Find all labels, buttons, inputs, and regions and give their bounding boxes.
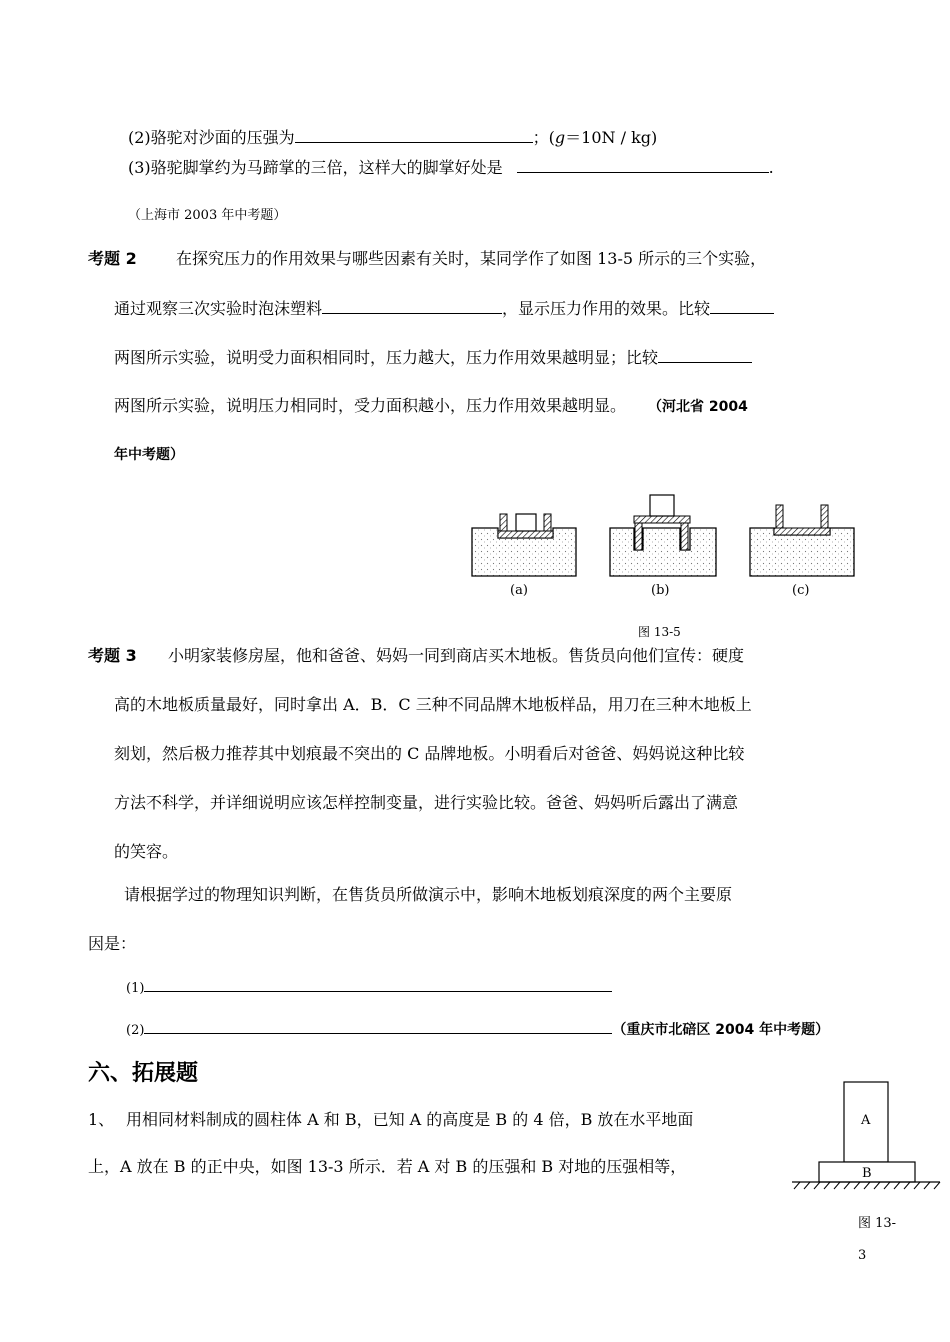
figure-label-a: (a) (510, 583, 528, 598)
figure-13-3 (790, 1078, 942, 1196)
q1-source: （上海市 2003 年中考题） (128, 208, 287, 223)
q1-line3 (128, 157, 774, 178)
q1-answer-blank-2[interactable] (295, 127, 533, 143)
figure-13-3-caption-b: 3 (858, 1248, 867, 1263)
cylinder-a-label: A (861, 1113, 871, 1128)
q3-answer-blank-2[interactable] (144, 1018, 612, 1034)
q3-text-line-1: 小明家装修房屋，他和爸爸、妈妈一同到商店买木地板。售货员向他们宣传：硬度 (168, 646, 745, 665)
q2-label: 考题 2 (88, 249, 137, 268)
q3-prompt-a: 请根据学过的物理知识判断，在售货员所做演示中，影响木地板划痕深度的两个主要原 (124, 885, 733, 904)
cylinder-b-label: B (862, 1166, 872, 1181)
q3-answer-blank-1[interactable] (144, 976, 612, 992)
q2-line2-a: 通过观察三次实验时泡沫塑料 (114, 299, 323, 318)
s6-line1 (88, 1110, 693, 1130)
q2-line2-b: ，显示压力作用的效果。比较 (502, 299, 711, 318)
figure-13-3-caption-a: 图 13- (858, 1216, 897, 1231)
figure-13-5-caption: 图 13-5 (638, 625, 681, 639)
q2-source-b: 年中考题） (114, 447, 184, 463)
q2-line1 (88, 249, 766, 269)
figure-label-c: (c) (792, 583, 810, 598)
q2-line4-text: 两图所示实验，说明压力相同时，受力面积越小，压力作用效果越明显。 (114, 396, 627, 415)
figure-a (472, 514, 576, 576)
figure-label-b: (b) (651, 583, 670, 598)
q2-source-a: （河北省 2004 (648, 399, 748, 415)
q3-text-line-4: 方法不科学，并详细说明应该怎样控制变量，进行实验比较。爸爸、妈妈听后露出了满意 (114, 793, 739, 812)
q1-answer-blank-3[interactable] (517, 157, 769, 173)
q3-prompt-b: 因是： (88, 934, 137, 953)
q3-blank2-label: (2) (126, 1023, 145, 1038)
q3-text-line-2: 高的木地板质量最好，同时拿出 A．B．C 三种不同品牌木地板样品，用刀在三种木地板上 (114, 695, 752, 714)
q3-text-line-3: 刻划，然后极力推荐其中划痕最不突出的 C 品牌地板。小明看后对爸爸、妈妈说这种比较 (114, 744, 745, 763)
q3-label: 考题 3 (88, 646, 137, 665)
ground-hatch (794, 1182, 940, 1189)
q2-blank-compare-1[interactable] (710, 298, 774, 314)
q3-answer-2 (126, 1018, 829, 1041)
figure-13-5 (468, 490, 858, 610)
q2-line3-a: 两图所示实验，说明受力面积相同时，压力越大，压力作用效果越明显；比较 (114, 348, 659, 367)
q2-line2 (114, 298, 774, 319)
s6-line2: 上，A 放在 B 的正中央，如图 13-3 所示．若 A 对 B 的压强和 B 对地的压强相等， (88, 1157, 687, 1176)
q1-line2-suffix-post: ＝10N / kg) (565, 128, 658, 147)
q3-line1 (88, 646, 744, 666)
q3-blank1-label: (1) (126, 981, 145, 996)
g-symbol: g (554, 128, 566, 147)
figure-b (610, 495, 716, 576)
q1-line3-end: . (768, 158, 774, 177)
s6-line1-text: 用相同材料制成的圆柱体 A 和 B，已知 A 的高度是 B 的 4 倍，B 放在水平地面 (126, 1110, 694, 1129)
q2-blank-foam[interactable] (322, 298, 502, 314)
q3-answer-1 (126, 976, 612, 999)
q1-line2-suffix-pre: ；( (532, 128, 555, 147)
q2-line1-text: 在探究压力的作用效果与哪些因素有关时，某同学作了如图 13-5 所示的三个实验， (176, 249, 767, 268)
q2-line4 (114, 396, 748, 417)
s6-item-num: 1、 (88, 1110, 115, 1129)
q1-line3-text: (3)骆驼脚掌约为马蹄掌的三倍，这样大的脚掌好处是 (128, 158, 503, 177)
q1-line2-prefix: (2)骆驼对沙面的压强为 (128, 128, 295, 147)
section-6-heading: 六、拓展题 (88, 1061, 199, 1086)
q2-line3 (114, 347, 752, 368)
q2-blank-compare-2[interactable] (658, 347, 752, 363)
q3-source: （重庆市北碚区 2004 年中考题） (612, 1022, 830, 1038)
figure-c (750, 505, 854, 576)
q3-text-line-5: 的笑容。 (114, 842, 179, 861)
q1-line2 (128, 127, 657, 148)
